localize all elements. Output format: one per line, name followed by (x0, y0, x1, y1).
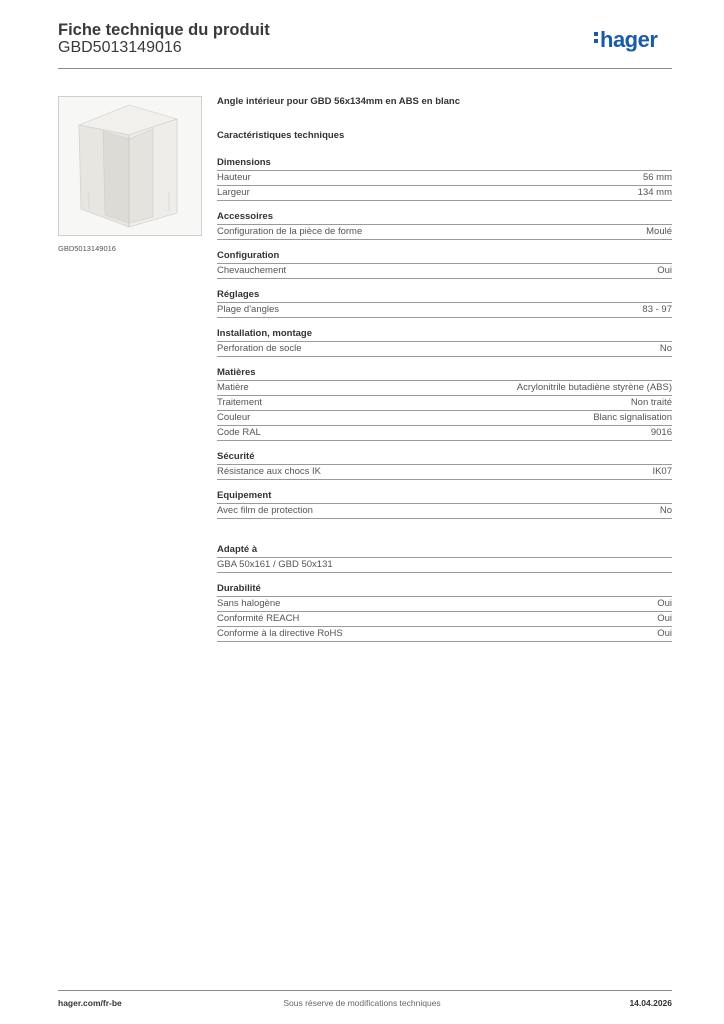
spec-value: Blanc signalisation (593, 412, 672, 423)
logo-text: hager (600, 27, 658, 52)
spec-value: Acrylonitrile butadiène styrène (ABS) (516, 382, 672, 393)
spec-group-adapte (217, 543, 672, 573)
spec-label: Couleur (217, 412, 251, 423)
spec-label: Conforme à la directive RoHS (217, 628, 343, 639)
spec-row (217, 597, 672, 612)
spec-row (217, 186, 672, 201)
spec-heading: Caractéristiques techniques (217, 130, 345, 141)
spec-value: Moulé (646, 226, 672, 237)
spec-group-reglages (217, 288, 672, 318)
spec-label: Largeur (217, 187, 250, 198)
footer-divider (58, 990, 672, 991)
spec-row (217, 465, 672, 480)
spec-value: 134 mm (637, 187, 672, 198)
spec-label: GBA 50x161 / GBD 50x131 (217, 559, 333, 570)
spec-group-matieres (217, 366, 672, 441)
footer-date: 14.04.2026 (629, 998, 672, 1008)
spec-row (217, 225, 672, 240)
spec-label: Code RAL (217, 427, 261, 438)
spec-label: Hauteur (217, 172, 251, 183)
spec-label: Configuration de la pièce de forme (217, 226, 363, 237)
spec-value: No (659, 343, 672, 354)
footer-website-link[interactable]: hager.com/fr-be (58, 998, 122, 1008)
spec-value: Oui (657, 265, 672, 276)
spec-group-installation (217, 327, 672, 357)
spec-group-title: Installation, montage (217, 327, 672, 342)
spec-value: IK07 (652, 466, 672, 477)
spec-group-title: Matières (217, 366, 672, 381)
spec-label: Traitement (217, 397, 263, 408)
spec-group-title: Réglages (217, 288, 672, 303)
spec-row (217, 171, 672, 186)
spec-value: Oui (657, 598, 672, 609)
footer-disclaimer: Sous réserve de modifications techniques (283, 998, 441, 1008)
spec-row (217, 396, 672, 411)
spec-label: Perforation de socle (217, 343, 302, 354)
spec-group-title: Equipement (217, 489, 672, 504)
spec-label: Plage d'angles (217, 304, 280, 315)
spec-row (217, 264, 672, 279)
spec-group-title: Dimensions (217, 156, 672, 171)
spec-group-accessoires (217, 210, 672, 240)
spec-label: Sans halogène (217, 598, 281, 609)
spec-label: Résistance aux chocs IK (217, 466, 322, 477)
spec-row (217, 426, 672, 441)
product-description: Angle intérieur pour GBD 56x134mm en ABS en blanc (217, 96, 461, 107)
spec-group-equipement (217, 489, 672, 519)
spec-row (217, 411, 672, 426)
image-caption: GBD5013149016 (58, 244, 116, 253)
product-image (58, 96, 202, 236)
header-divider (58, 68, 672, 69)
spec-row (217, 612, 672, 627)
spec-value: Non traité (630, 397, 672, 408)
spec-row (217, 381, 672, 396)
hager-logo (594, 29, 657, 51)
spec-row (217, 342, 672, 357)
spec-row (217, 504, 672, 519)
spec-group-configuration (217, 249, 672, 279)
spec-row (217, 558, 672, 573)
spec-value: 56 mm (642, 172, 672, 183)
spec-label: Avec film de protection (217, 505, 313, 516)
spec-group-durabilite (217, 582, 672, 642)
spec-value: 9016 (650, 427, 672, 438)
spec-group-title: Accessoires (217, 210, 672, 225)
spec-value: Oui (657, 613, 672, 624)
spec-group-title: Adapté à (217, 543, 672, 558)
page-title: Fiche technique du produit (58, 21, 270, 39)
spec-value: 83 - 97 (642, 304, 672, 315)
spec-row (217, 303, 672, 318)
spec-label: Conformité REACH (217, 613, 300, 624)
product-reference: GBD5013149016 (58, 39, 182, 56)
spec-row (217, 627, 672, 642)
spec-area (217, 96, 672, 651)
spec-value: No (659, 505, 672, 516)
spec-label: Matière (217, 382, 249, 393)
spec-group-title: Durabilité (217, 582, 672, 597)
spec-group-title: Sécurité (217, 450, 672, 465)
spec-group-title: Configuration (217, 249, 672, 264)
spec-value: Oui (657, 628, 672, 639)
spec-label: Chevauchement (217, 265, 287, 276)
spec-group-securite (217, 450, 672, 480)
spec-group-dimensions (217, 156, 672, 201)
